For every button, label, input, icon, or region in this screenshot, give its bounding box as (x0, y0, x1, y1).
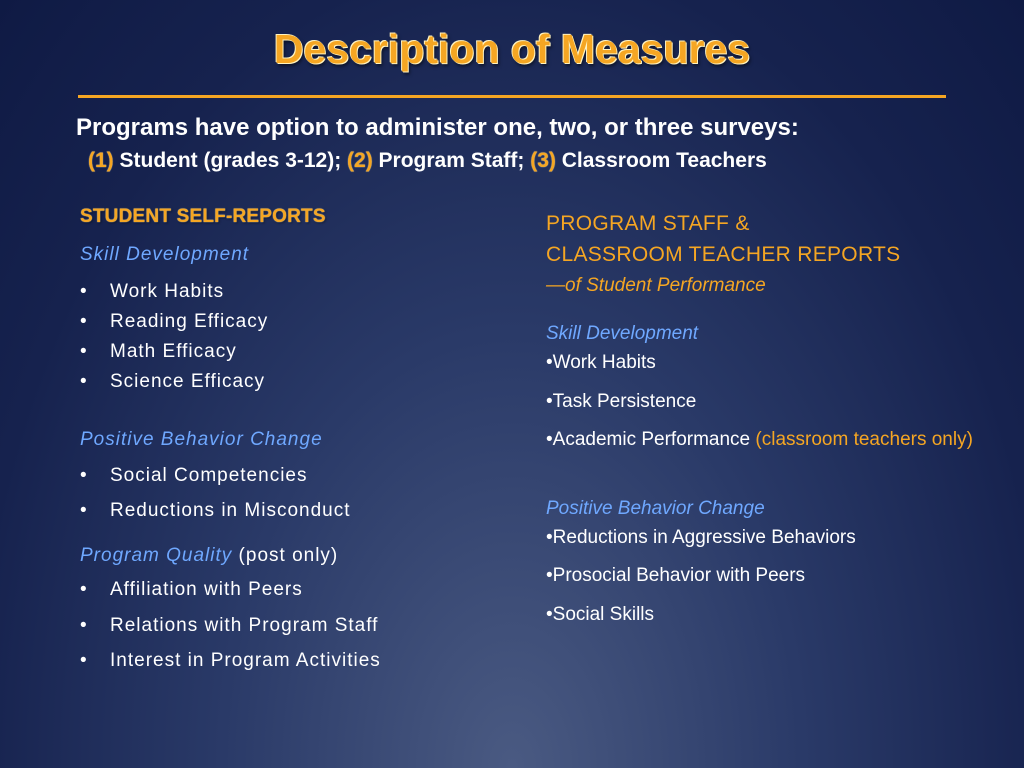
list-item: •Reductions in Aggressive Behaviors (546, 527, 856, 548)
list-item: • Reading Efficacy (80, 307, 500, 337)
program-quality-list (80, 572, 500, 679)
survey-option-student: Student (grades 3-12); (113, 149, 348, 172)
header-line: PROGRAM STAFF & (546, 212, 750, 235)
list-item: •Task Persistence (546, 391, 697, 412)
positive-behavior-change-label: Positive Behavior Change (80, 429, 323, 450)
title-divider (78, 95, 946, 98)
subheader-prefix: —of (546, 275, 587, 296)
program-quality-note: (post only) (232, 545, 339, 566)
list-item: •Work Habits (546, 352, 656, 373)
survey-number-2: (2) (347, 149, 373, 172)
list-item: • Work Habits (80, 277, 500, 307)
list-item: • Interest in Program Activities (80, 643, 500, 679)
header-line: CLASSROOM TEACHER REPORTS (546, 243, 901, 266)
program-quality-label (80, 545, 500, 567)
student-self-reports-column (80, 206, 500, 679)
staff-teacher-reports-header (546, 208, 986, 270)
program-quality-title: Program Quality (80, 545, 233, 566)
student-self-reports-header: STUDENT SELF-REPORTS (80, 206, 326, 227)
subheader-text: Student Performance (586, 275, 766, 296)
list-item: • Reductions in Misconduct (80, 493, 500, 528)
list-item: • Math Efficacy (80, 337, 500, 367)
positive-behavior-list (80, 458, 500, 528)
survey-number-1: (1) (88, 149, 114, 172)
skill-development-label: Skill Development (80, 244, 250, 265)
positive-behavior-change-label: Positive Behavior Change (546, 498, 765, 519)
slide-title: Description of Measures (273, 26, 751, 72)
skill-development-label: Skill Development (546, 323, 699, 344)
student-performance-subheader (546, 270, 986, 302)
list-item: •Prosocial Behavior with Peers (546, 565, 806, 586)
list-item: • Social Competencies (80, 458, 500, 493)
survey-number-3: (3) (530, 149, 556, 172)
list-item: • Science Efficacy (80, 367, 500, 397)
list-item (546, 425, 986, 455)
list-item: • Affiliation with Peers (80, 572, 500, 608)
list-item: •Social Skills (546, 604, 655, 625)
intro-line: Programs have option to administer one, two, or three surveys: (76, 114, 799, 141)
survey-options-line (88, 149, 988, 173)
survey-option-staff: Program Staff; (372, 149, 531, 172)
list-item: • Relations with Program Staff (80, 608, 500, 644)
survey-option-teachers: Classroom Teachers (555, 149, 767, 172)
staff-teacher-reports-column (546, 208, 986, 630)
skill-development-list (80, 277, 500, 397)
academic-performance-text: •Academic Performance (546, 429, 756, 450)
classroom-teachers-note: (classroom teachers only) (755, 429, 973, 450)
